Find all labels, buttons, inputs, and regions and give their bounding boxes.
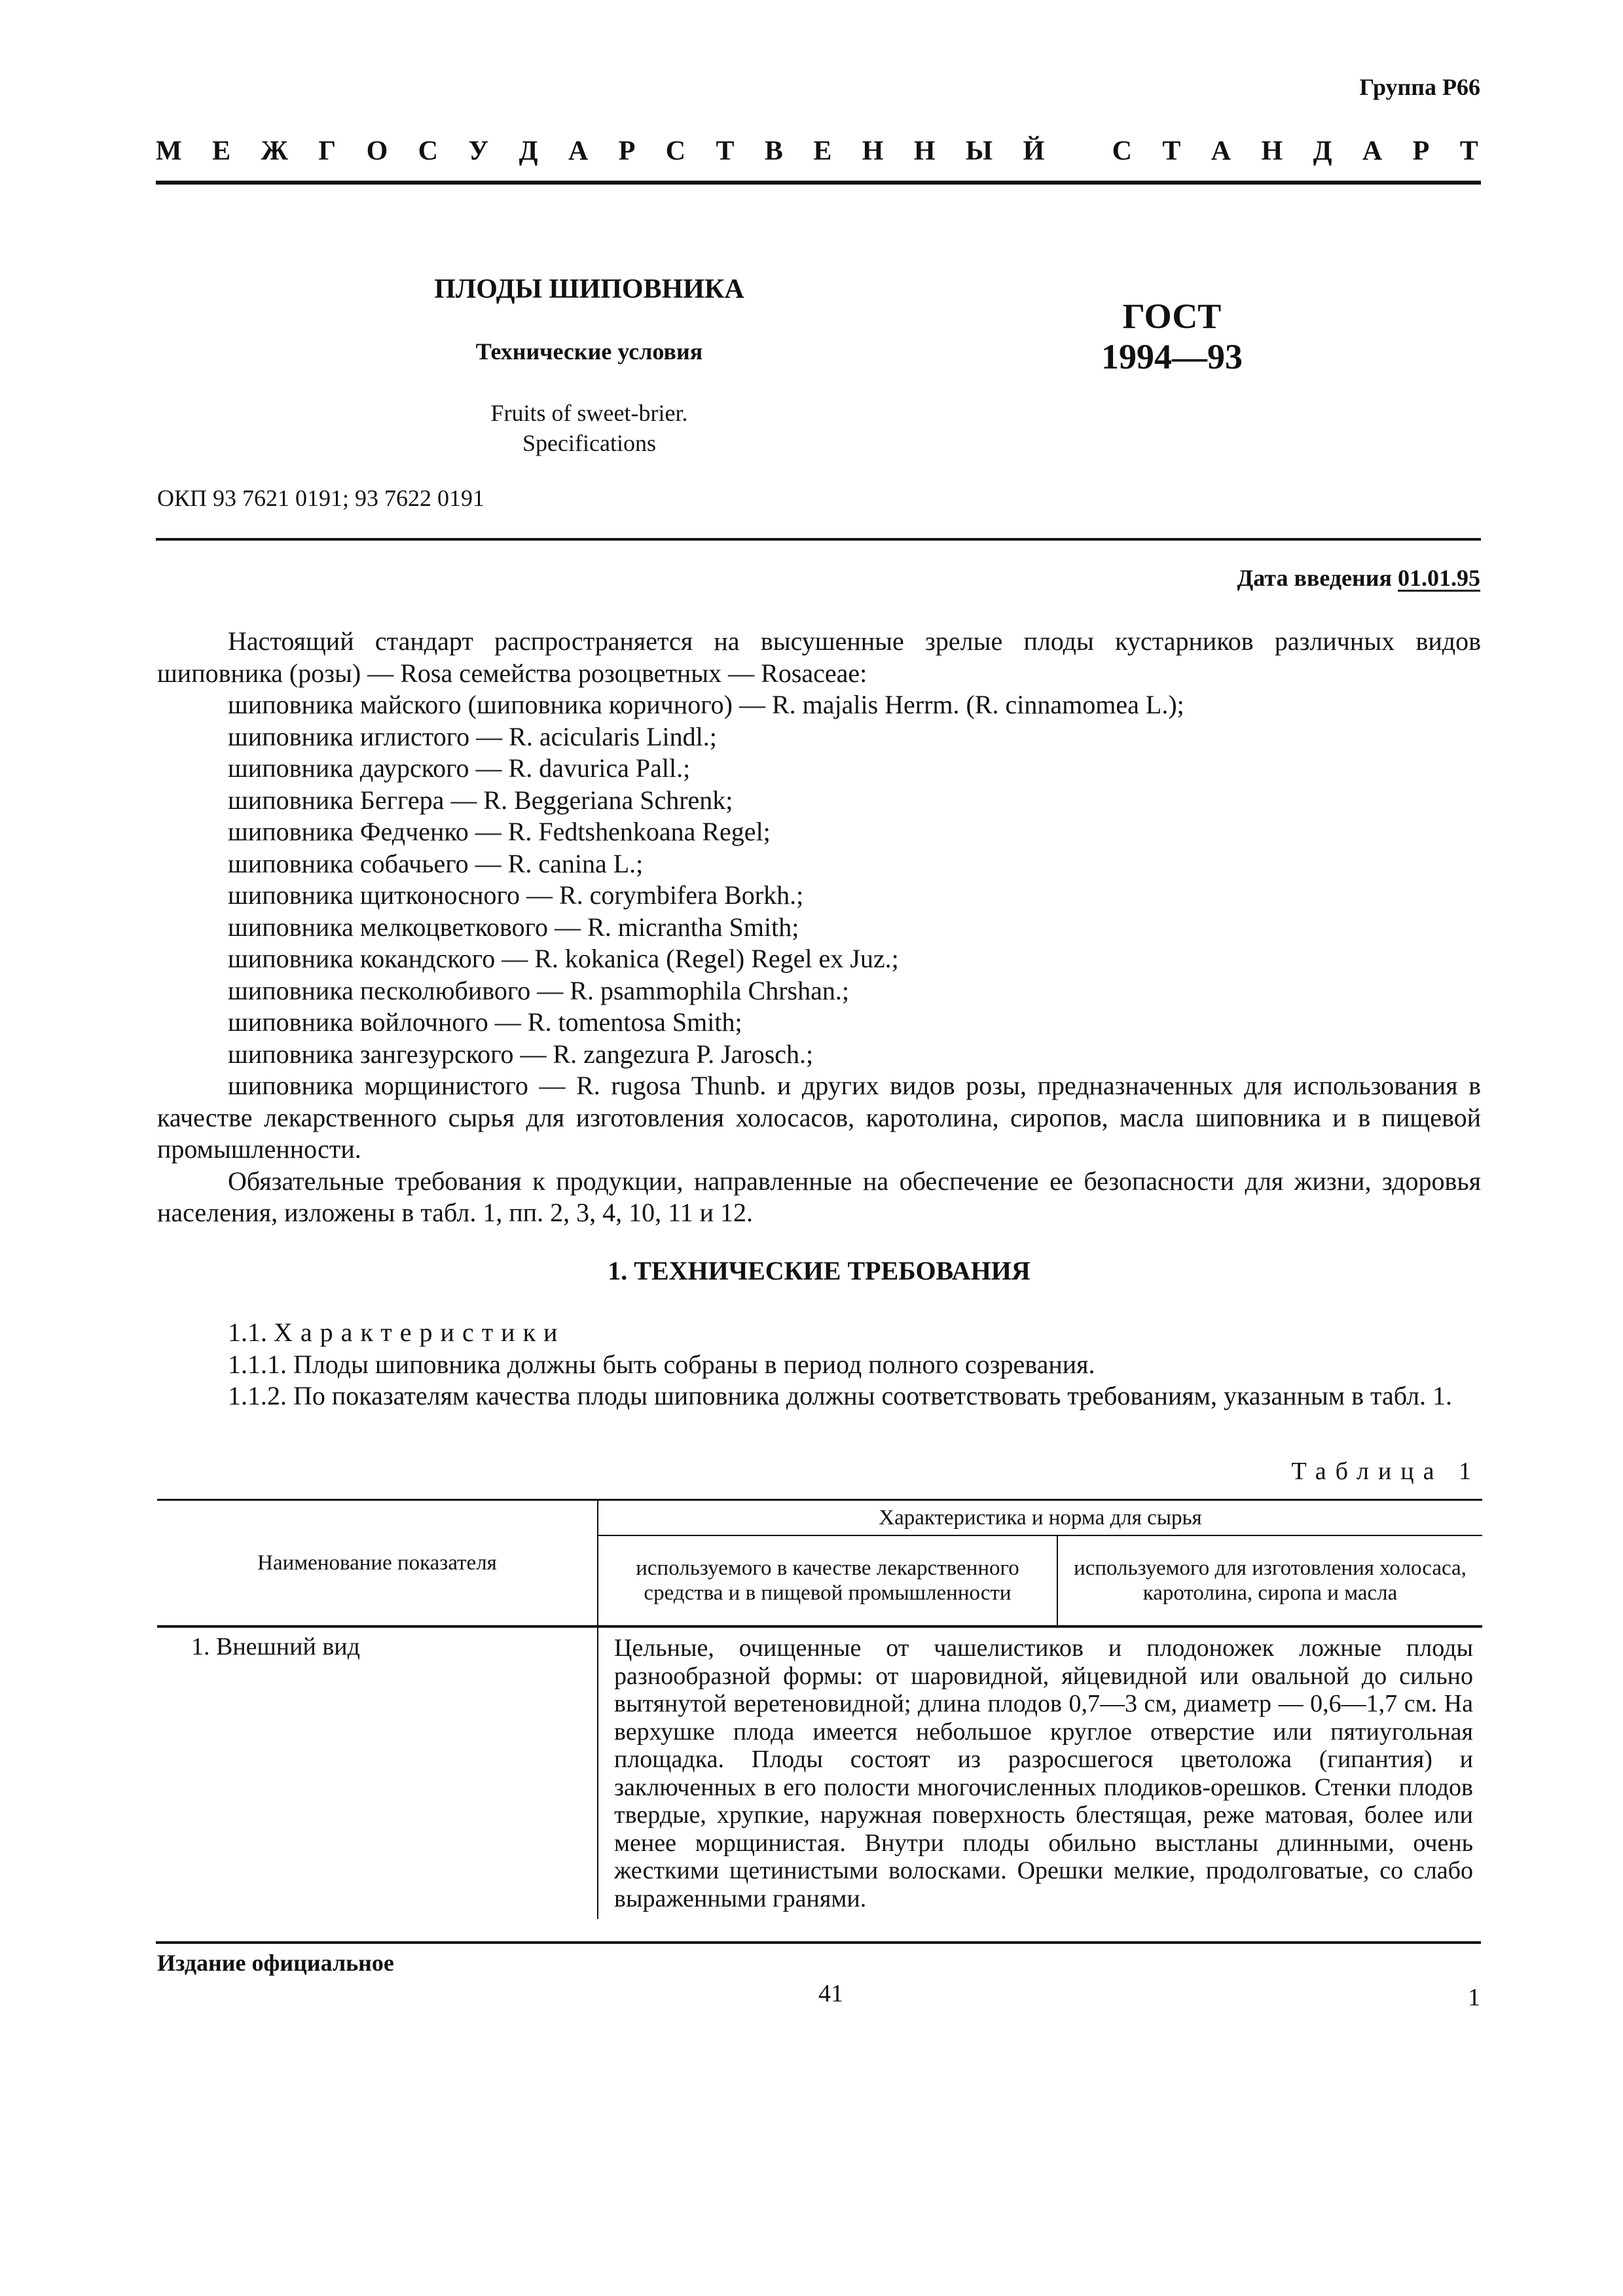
heading-letter: Р bbox=[1412, 136, 1431, 166]
species-last-paragraph: шиповника морщинистого — R. rugosa Thunb. и других видов розы, предназначенных для использования в качестве лекарственного сырья для изготовления холосасов, каротолина, сиропов, масла шиповника и в пищевой промышленности. bbox=[157, 1071, 1481, 1164]
clause-1-1 bbox=[157, 1317, 1481, 1349]
header-medicinal: используемого в качестве лекарственного средства и в пищевой промышленности bbox=[598, 1535, 1057, 1626]
header-rule bbox=[156, 181, 1481, 185]
title-rule bbox=[156, 538, 1481, 541]
heading-letter: С bbox=[1112, 136, 1133, 166]
heading-letter: Т bbox=[1162, 136, 1182, 166]
heading-letter: Е bbox=[813, 136, 833, 166]
heading-letter: У bbox=[468, 136, 490, 166]
heading-letter: М bbox=[156, 136, 183, 166]
heading-letter: В bbox=[764, 136, 784, 166]
species-item: шиповника войлочного — R. tomentosa Smith; bbox=[228, 1007, 742, 1037]
heading-letter: С bbox=[665, 136, 687, 166]
document-title: ПЛОДЫ ШИПОВНИКА bbox=[434, 274, 744, 304]
english-title-line: Specifications bbox=[522, 430, 656, 456]
heading-letter: Е bbox=[212, 136, 232, 166]
heading-letter: А bbox=[568, 136, 590, 166]
heading-letter: А bbox=[1211, 136, 1233, 166]
species-item: шиповника иглистого — R. acicularis Lindl.; bbox=[228, 721, 717, 751]
section-title: 1. ТЕХНИЧЕСКИЕ ТРЕБОВАНИЯ bbox=[608, 1255, 1030, 1285]
row-indicator-value: Цельные, очищенные от чашелистиков и плодоножек ложные плоды разнообразной формы: от шаровидной, яйцевидной или овальной до сильно вытянутой веретеновидной; длина плодов 0,7—3 см, диаметр — 0,6—1,7 см. На верхушке плода имеется небольшое круглое отверстие или пятиугольная площадка. Плоды состоят из разросшегося цветоложа (гипантия) и заключенных в его полости многочисленных плодиков-орешков. Стенки плодов твердые, хрупкие, наружная поверхность блестящая, реже матовая, более или менее морщинистая. Внутри плоды обильно выстланы длинными, очень жесткими щетинистыми волосками. Орешки мелкие, продолговатые, со слабо выраженными гранями. bbox=[598, 1626, 1482, 1919]
document-body bbox=[157, 626, 1481, 1412]
heading-letter: Й bbox=[1023, 136, 1046, 166]
species-item: шиповника песколюбивого — R. psammophila Chrshan.; bbox=[228, 975, 849, 1005]
document-subtitle: Технические условия bbox=[475, 338, 703, 365]
okp-codes: ОКП 93 7621 0191; 93 7622 0191 bbox=[157, 485, 485, 511]
species-item: шиповника Беггера — R. Beggeriana Schrenk; bbox=[228, 785, 733, 815]
heading-letter: Д bbox=[1313, 136, 1334, 166]
clause-1-1-2: 1.1.2. По показателям качества плоды шиповника должны соответствовать требованиям, указанным в табл. 1. bbox=[228, 1381, 1453, 1410]
gost-number bbox=[1061, 296, 1283, 377]
species-item: шиповника кокандского — R. kokanica (Regel) Regel ex Juz.; bbox=[228, 944, 899, 973]
heading-letter: Ж bbox=[261, 136, 290, 166]
heading-letter: С bbox=[418, 136, 439, 166]
date-label: Дата введения bbox=[1237, 565, 1392, 591]
heading-letter: Н bbox=[1261, 136, 1285, 166]
edition-note: Издание официальное bbox=[157, 1950, 394, 1976]
species-item: шиповника майского (шиповника коричного) — R. majalis Herrm. (R. cinnamomea L.); bbox=[228, 690, 1184, 719]
introduction-date bbox=[1237, 564, 1481, 592]
heading-letter: Н bbox=[862, 136, 885, 166]
quality-table bbox=[157, 1499, 1482, 1919]
heading-letter: Д bbox=[519, 136, 539, 166]
date-value: 01.01.95 bbox=[1398, 565, 1480, 591]
heading-letter: Т bbox=[1459, 136, 1480, 166]
header-characteristic-group: Характеристика и норма для сырья bbox=[598, 1500, 1482, 1536]
species-item: шиповника щитконосного — R. corymbifera Borkh.; bbox=[228, 880, 804, 910]
species-item: шиповника даурского — R. davurica Pall.; bbox=[228, 753, 691, 783]
clause-heading: Характеристики bbox=[274, 1318, 566, 1347]
english-title-line: Fruits of sweet-brier. bbox=[490, 400, 688, 426]
english-title bbox=[393, 398, 786, 458]
clause-1-1-1: 1.1.1. Плоды шиповника должны быть собраны в период полного созревания. bbox=[228, 1349, 1095, 1379]
species-item: шиповника мелкоцветкового — R. micrantha Smith; bbox=[228, 912, 799, 942]
intro-paragraph: Настоящий стандарт распространяется на высушенные зрелые плоды кустарников различных видов шиповника (розы) — Rosa семейства розоцветных — Rosaceae: bbox=[157, 626, 1481, 688]
group-code: Группа Р66 bbox=[1359, 74, 1480, 100]
gost-code: 1994—93 bbox=[1101, 337, 1243, 376]
table-header-row bbox=[157, 1500, 1482, 1536]
heading-letter: Р bbox=[618, 136, 637, 166]
heading-letter-gap bbox=[1075, 135, 1084, 167]
header-indicator-name: Наименование показателя bbox=[157, 1500, 598, 1627]
heading-letter: Т bbox=[716, 136, 736, 166]
table-label: Таблица 1 bbox=[1291, 1458, 1480, 1485]
heading-letter: Н bbox=[913, 136, 937, 166]
heading-letter: О bbox=[366, 136, 390, 166]
heading-letter: А bbox=[1362, 136, 1384, 166]
species-item: шиповника Федченко — R. Fedtshenkoana Regel; bbox=[228, 817, 771, 846]
row-indicator-name: 1. Внешний вид bbox=[191, 1633, 360, 1660]
page-number-right: 1 bbox=[1468, 1984, 1480, 2011]
interstate-standard-heading bbox=[156, 135, 1480, 167]
species-item: шиповника собачьего — R. canina L.; bbox=[228, 848, 644, 878]
clause-number: 1.1. bbox=[228, 1318, 267, 1347]
mandatory-requirements: Обязательные требования к продукции, направленные на обеспечение ее безопасности для жизни, здоровья населения, изложены в табл. 1, пп. 2, 3, 4, 10, 11 и 12. bbox=[157, 1166, 1481, 1227]
species-item: шиповника зангезурского — R. zangezura P. Jarosch.; bbox=[228, 1039, 814, 1069]
footer-rule bbox=[156, 1941, 1481, 1944]
header-holosas: используемого для изготовления холосаса, каротолина, сиропа и масла bbox=[1057, 1535, 1482, 1626]
gost-label: ГОСТ bbox=[1122, 296, 1222, 336]
table-row bbox=[157, 1626, 1482, 1919]
heading-letter: Ы bbox=[965, 136, 994, 166]
heading-letter: Г bbox=[318, 136, 338, 166]
page-number-center: 41 bbox=[818, 1980, 843, 2007]
